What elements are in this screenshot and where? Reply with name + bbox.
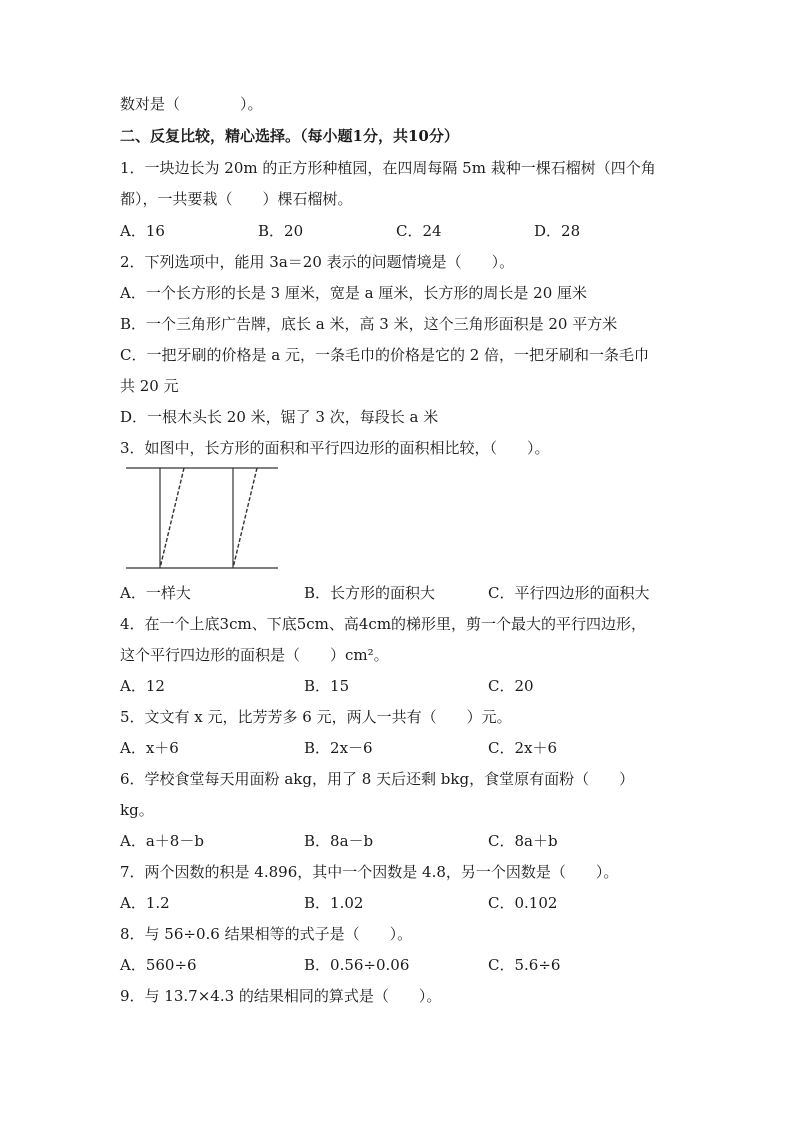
- question-9-line-1: 9．与 13.7×4.3 的结果相同的算式是（ ）。: [120, 987, 442, 1005]
- q1-option-d[interactable]: D．28: [534, 222, 581, 240]
- question-3-line-1: 3．如图中，长方形的面积和平行四边形的面积相比较，（ ）。: [120, 439, 550, 457]
- q4-option-c[interactable]: C．20: [488, 677, 534, 695]
- prev-question-tail: 数对是（ ）。: [120, 95, 263, 113]
- question-6-line-1: 6．学校食堂每天用面粉 akg，用了 8 天后还剩 bkg，食堂原有面粉（ ）: [120, 770, 635, 788]
- question-1-line-2: 都），一共要栽（ ）棵石榴树。: [120, 190, 353, 208]
- q5-option-b[interactable]: B．2x－6: [304, 739, 373, 757]
- q2-option-c[interactable]: C．一把牙刷的价格是 a 元，一条毛巾的价格是它的 2 倍，一把牙刷和一条毛巾: [120, 346, 650, 364]
- q1-option-a[interactable]: A．16: [120, 222, 165, 240]
- question-6-line-2: kg。: [120, 801, 154, 819]
- question-8-line-1: 8．与 56÷0.6 结果相等的式子是（ ）。: [120, 925, 413, 943]
- question-4-line-1: 4．在一个上底3cm、下底5cm、高4cm的梯形里，剪一个最大的平行四边形，: [120, 615, 647, 633]
- q3-option-b[interactable]: B．长方形的面积大: [304, 584, 436, 602]
- q8-option-c[interactable]: C．5.6÷6: [488, 956, 561, 974]
- q6-option-c[interactable]: C．8a＋b: [488, 832, 558, 850]
- q7-option-c[interactable]: C．0.102: [488, 894, 558, 912]
- q2-option-c-cont: 共 20 元: [120, 377, 179, 395]
- question-5-line-1: 5．文文有 x 元，比芳芳多 6 元，两人一共有（ ）元。: [120, 708, 512, 726]
- question-4-line-2: 这个平行四边形的面积是（ ）cm²。: [120, 646, 389, 664]
- q2-option-d[interactable]: D．一根木头长 20 米，锯了 3 次，每段长 a 米: [120, 408, 439, 426]
- question-2-line-1: 2．下列选项中，能用 3a＝20 表示的问题情境是（ ）。: [120, 253, 515, 271]
- q1-option-b[interactable]: B．20: [258, 222, 304, 240]
- parallelogram-right-side: [233, 468, 257, 568]
- q7-option-a[interactable]: A．1.2: [120, 894, 170, 912]
- q2-option-a[interactable]: A．一个长方形的长是 3 厘米，宽是 a 厘米，长方形的周长是 20 厘米: [120, 284, 588, 302]
- parallelogram-left-side: [160, 468, 184, 568]
- q7-option-b[interactable]: B．1.02: [304, 894, 364, 912]
- q8-option-b[interactable]: B．0.56÷0.06: [304, 956, 410, 974]
- rectangle-parallelogram-figure: [120, 462, 280, 574]
- q5-option-c[interactable]: C．2x＋6: [488, 739, 558, 757]
- section-header: 二、反复比较，精心选择。（每小题1分，共10分）: [120, 127, 459, 145]
- question-1-line-1: 1．一块边长为 20m 的正方形种植园，在四周每隔 5m 栽种一棵石榴树（四个角: [120, 159, 656, 177]
- question-7-line-1: 7．两个因数的积是 4.896，其中一个因数是 4.8，另一个因数是（ ）。: [120, 863, 619, 881]
- q8-option-a[interactable]: A．560÷6: [120, 956, 197, 974]
- q1-option-c[interactable]: C．24: [396, 222, 442, 240]
- q5-option-a[interactable]: A．x＋6: [120, 739, 179, 757]
- q3-option-a[interactable]: A．一样大: [120, 584, 191, 602]
- q6-option-b[interactable]: B．8a－b: [304, 832, 374, 850]
- q2-option-b[interactable]: B．一个三角形广告牌，底长 a 米，高 3 米，这个三角形面积是 20 平方米: [120, 315, 618, 333]
- q6-option-a[interactable]: A．a＋8－b: [120, 832, 204, 850]
- q3-option-c[interactable]: C．平行四边形的面积大: [488, 584, 650, 602]
- q4-option-a[interactable]: A．12: [120, 677, 165, 695]
- q4-option-b[interactable]: B．15: [304, 677, 350, 695]
